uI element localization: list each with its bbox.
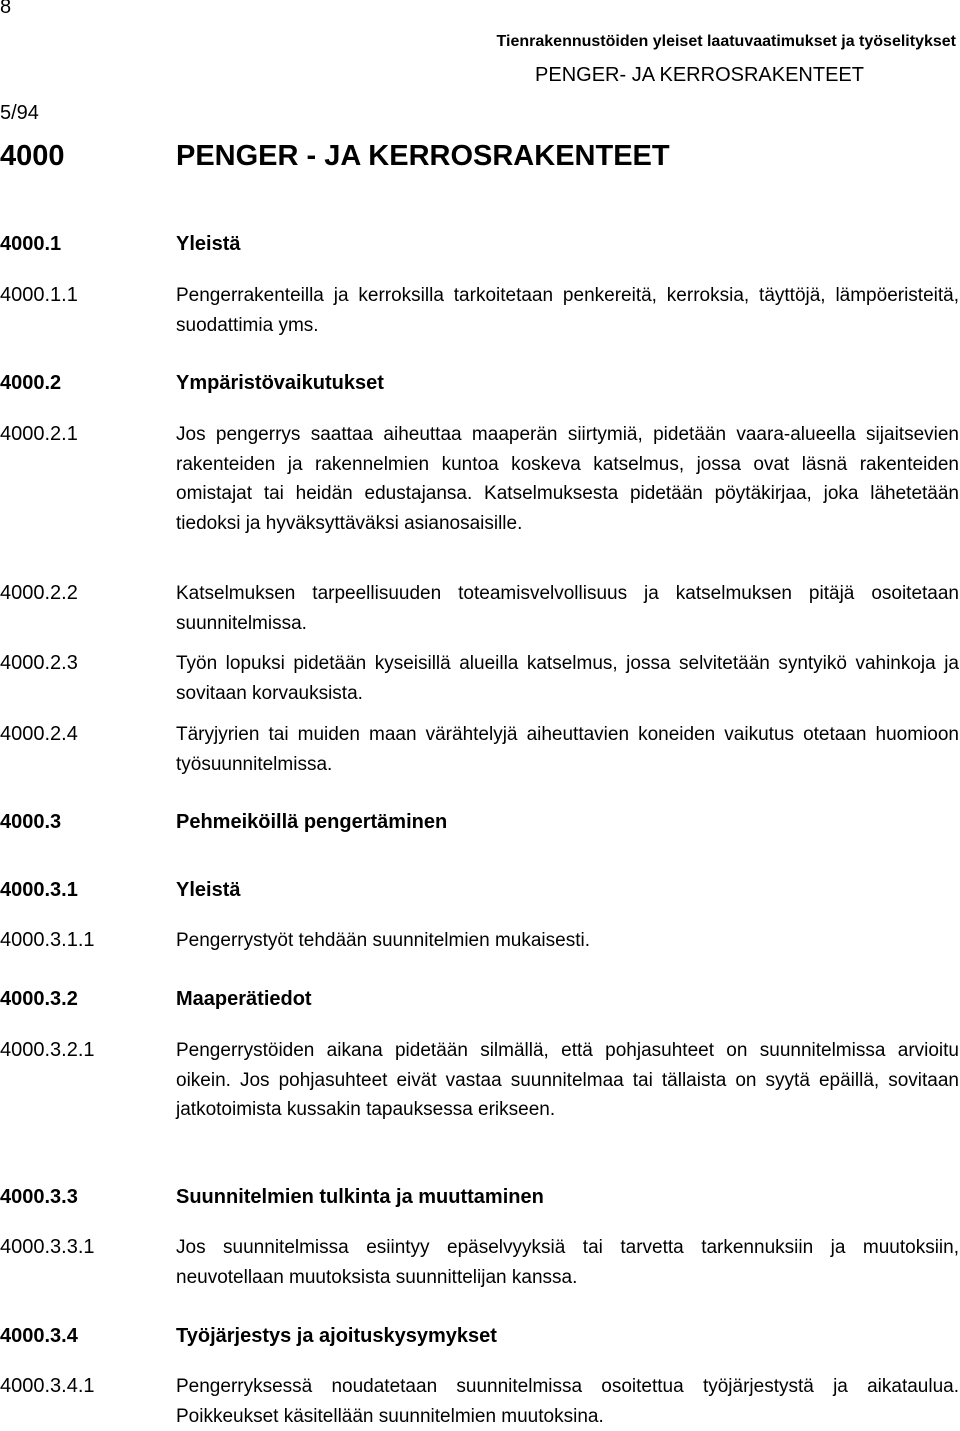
clause-text: Jos suunnitelmissa esiintyy epäselvyyksiä tai tarvetta tarkennuksiin ja muutoksiin, neuvotellaan muutoksista suunnittelijan kanssa.	[176, 1237, 959, 1288]
subsection-number: 4000.3.2	[0, 988, 78, 1010]
clause-text: Jos pengerrys saattaa aiheuttaa maaperän siirtymiä, pidetään vaara-alueella sijaitsevien rakenteiden ja rakennelmien kuntoa koskeva katselmus, jossa ovat läsnä rakenteiden omistajat tai heidän edustajansa. Katselmuksesta pidetään pöytäkirjaa, joka lähetetään tiedoksi ja hyväksyttäväksi asianosaisille.	[176, 424, 959, 534]
subsection-heading: Yleistä	[176, 879, 241, 901]
clause-number: 4000.2.2	[0, 582, 78, 604]
clause-text: Pengerryksessä noudatetaan suunnitelmissa osoitettua työjärjestystä ja aikataulua. Poikkeukset käsitellään suunnitelmien muutoksina.	[176, 1376, 959, 1427]
document-title: Tienrakennustöiden yleiset laatuvaatimukset ja työselitykset	[496, 33, 956, 50]
clause-number: 4000.3.2.1	[0, 1039, 95, 1061]
clause-number: 4000.3.4.1	[0, 1375, 95, 1397]
clause-text: Täryjyrien tai muiden maan värähtelyjä aiheuttavien koneiden vaikutus otetaan huomioon työsuunnitelmissa.	[176, 724, 959, 775]
chapter-number: 4000	[0, 140, 65, 172]
clause-text: Työn lopuksi pidetään kyseisillä alueilla katselmus, jossa selvitetään syntyikö vahinkoja ja sovitaan korvauksista.	[176, 653, 959, 704]
section-header: PENGER- JA KERROSRAKENTEET	[535, 64, 864, 86]
subsection-number: 4000.3.4	[0, 1325, 78, 1347]
clause-number: 4000.2.3	[0, 652, 78, 674]
section-heading: Ympäristövaikutukset	[176, 372, 384, 394]
clause-text: Pengerrystyöt tehdään suunnitelmien mukaisesti.	[176, 930, 591, 951]
clause-number: 4000.2.1	[0, 423, 78, 445]
clause-number: 4000.1.1	[0, 284, 78, 306]
page-number: 8	[0, 0, 12, 18]
section-number: 4000.2	[0, 372, 62, 394]
clause-text: Pengerrakenteilla ja kerroksilla tarkoitetaan penkereitä, kerroksia, täyttöjä, lämpöeristeitä, suodattimia yms.	[176, 285, 959, 336]
subsection-heading: Työjärjestys ja ajoituskysymykset	[176, 1325, 497, 1347]
clause-number: 4000.3.3.1	[0, 1236, 95, 1258]
subsection-heading: Suunnitelmien tulkinta ja muuttaminen	[176, 1186, 544, 1208]
subsection-heading: Maaperätiedot	[176, 988, 312, 1010]
subsection-number: 4000.3.3	[0, 1186, 78, 1208]
clause-number: 4000.2.4	[0, 723, 78, 745]
section-number: 4000.1	[0, 233, 62, 255]
section-heading: Pehmeiköillä pengertäminen	[176, 811, 448, 833]
edition-label: 5/94	[0, 102, 39, 124]
clause-number: 4000.3.1.1	[0, 929, 95, 951]
subsection-number: 4000.3.1	[0, 879, 78, 901]
section-number: 4000.3	[0, 811, 62, 833]
chapter-title: PENGER - JA KERROSRAKENTEET	[176, 140, 670, 172]
clause-text: Pengerrystöiden aikana pidetään silmällä, että pohjasuhteet on suunnitelmissa arvioitu oikein. Jos pohjasuhteet eivät vastaa suunnitelmaa tai tällaista on syytä epäillä, sovitaan jatkotoimista kussakin tapauksessa erikseen.	[176, 1040, 959, 1120]
clause-text: Katselmuksen tarpeellisuuden toteamisvelvollisuus ja katselmuksen pitäjä osoitetaan suunnitelmissa.	[176, 583, 959, 634]
section-heading: Yleistä	[176, 233, 241, 255]
